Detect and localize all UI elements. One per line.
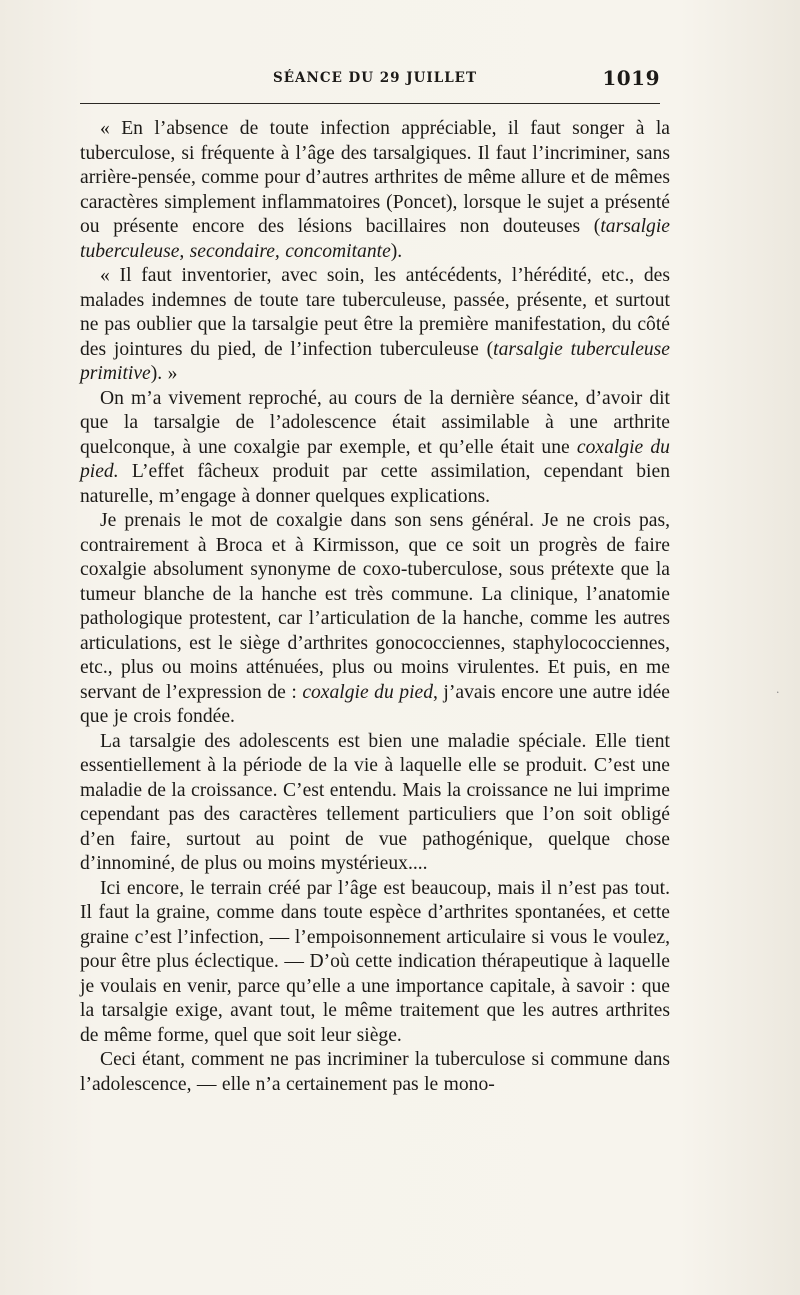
- paragraph-5: La tarsalgie des adolescents est bien une maladie spéciale. Elle tient essentiellement à la période de la vie à laquelle elle se produit. C’est une maladie de la croissance. C’est entendu. Mais la croissance ne lui imprime cependant pas des caractères tellement particuliers que l’on soit obligé d’en faire, surtout au point de vue pathogénique, quelque chose d’innominé, de plus ou moins mystérieux....: [80, 730, 670, 874]
- paragraph-3: On m’a vivement reproché, au cours de la dernière séance, d’avoir dit que la tarsalgie de l’adolescence était assimilable à une arthrite quelconque, à une coxalgie par exemple, et qu’elle était une coxalgie du pied. L’effet fâcheux produit par cette assimilation, cependant bien naturelle, m’engage à donner quelques explications.: [80, 387, 670, 507]
- header-rule: [80, 103, 660, 104]
- body-text: [80, 117, 670, 1097]
- page-header: [80, 66, 670, 96]
- paragraph-4: Je prenais le mot de coxalgie dans son sens général. Je ne crois pas, contrairement à Broca et à Kirmisson, que ce soit un progrès de faire coxalgie absolument synonyme de coxo-tuberculose, sous prétexte que la tumeur blanche de la hanche est très commune. La clinique, l’anatomie pathologique protestent, car l’articulation de la hanche, comme les autres articulations, est le siège d’arthrites gonococciennes, staphylococciennes, etc., plus ou moins atténuées, plus ou moins virulentes. Et puis, en me servant de l’expression de : coxalgie du pied, j’avais encore une autre idée que je crois fondée.: [80, 510, 670, 727]
- margin-speck: ·: [776, 686, 780, 699]
- page-number: 1019: [602, 66, 660, 90]
- paragraph-6: Ici encore, le terrain créé par l’âge est beaucoup, mais il n’est pas tout. Il faut la graine, comme dans toute espèce d’arthrites spontanées, et cette graine c’est l’infection, — l’empoisonnement articulaire si vous le voulez, pour être plus éclectique. — D’où cette indication thérapeutique à laquelle je voulais en venir, parce qu’elle a une importance capitale, à savoir : que la tarsalgie exige, avant tout, le même traitement que les autres arthrites de même forme, quel que soit leur siège.: [80, 877, 670, 1046]
- running-title: SÉANCE DU 29 JUILLET: [272, 70, 478, 86]
- paragraph-2: « Il faut inventorier, avec soin, les antécédents, l’hérédité, etc., des malades indemnes de toute tare tuberculeuse, passée, présente, et surtout ne pas oublier que la tarsalgie peut être la première manifestation, du côté des jointures du pied, de l’infection tuberculeuse (tarsalgie tuberculeuse primitive). »: [80, 265, 671, 384]
- paragraph-1: « En l’absence de toute infection appréciable, il faut songer à la tuberculose, si fréquente à l’âge des tarsalgiques. Il faut l’incriminer, sans arrière-pensée, comme pour d’autres arthrites de même allure et de mêmes caractères simplement inflammatoires (Poncet), lorsque le sujet a présenté ou présente encore des lésions bacillaires non douteuses (tarsalgie tuberculeuse, secondaire, concomitante).: [80, 118, 670, 262]
- paragraph-7: Ceci étant, comment ne pas incriminer la tuberculose si commune dans l’adolescence, — elle n’a certainement pas le mono-: [80, 1049, 670, 1095]
